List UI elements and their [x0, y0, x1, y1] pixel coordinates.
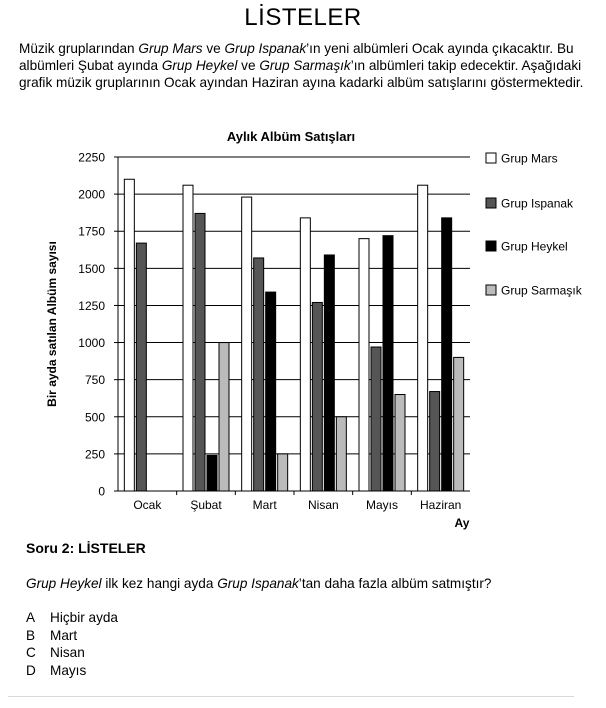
bar-grup-heykel-2	[266, 292, 276, 491]
bottom-divider	[8, 696, 574, 697]
bar-grup-mars-5	[418, 185, 428, 491]
page-title: LİSTELER	[244, 4, 362, 31]
legend-swatch-grup-mars	[486, 153, 496, 163]
y-tick-label: 1500	[78, 261, 105, 276]
question-heading: Soru 2: LİSTELER	[26, 540, 146, 556]
option-label: Hiçbir ayda	[50, 610, 118, 625]
y-tick-label: 0	[98, 484, 105, 499]
x-tick-label: Ocak	[133, 498, 162, 512]
intro-paragraph	[19, 40, 589, 91]
bar-grup-sarmaşık-5	[454, 357, 464, 491]
bar-grup-ispanak-5	[430, 392, 440, 491]
y-tick-label: 1000	[78, 336, 105, 351]
answer-option-a[interactable]	[26, 609, 118, 627]
x-tick-label: Mayıs	[365, 498, 399, 512]
sales-chart	[0, 120, 606, 535]
answer-option-c[interactable]	[26, 644, 118, 662]
legend-swatch-grup-ispanak	[486, 198, 496, 208]
legend-label: Grup Ispanak	[501, 196, 574, 211]
bar-grup-ispanak-4	[371, 347, 381, 491]
bar-grup-mars-1	[183, 185, 193, 491]
legend-swatch-grup-heykel	[486, 241, 496, 251]
bar-grup-sarmaşık-4	[395, 395, 405, 491]
bar-grup-ispanak-0	[136, 243, 146, 491]
bar-grup-heykel-1	[207, 455, 217, 491]
y-tick-label: 2250	[78, 150, 105, 165]
answer-option-d[interactable]	[26, 662, 118, 680]
option-letter: B	[26, 627, 36, 643]
bar-grup-heykel-5	[442, 218, 452, 491]
bar-grup-mars-0	[124, 179, 134, 491]
legend-label: Grup Sarmaşık	[501, 283, 582, 298]
answer-option-b[interactable]	[26, 627, 118, 645]
x-tick-label: Şubat	[190, 498, 222, 512]
bar-grup-heykel-4	[383, 236, 393, 491]
bar-grup-sarmaşık-2	[278, 454, 288, 491]
option-letter: C	[26, 645, 36, 660]
option-label: Nisan	[50, 645, 85, 660]
legend-label: Grup Heykel	[501, 239, 568, 254]
legend-swatch-grup-sarmaşık	[486, 285, 496, 295]
bar-grup-ispanak-1	[195, 213, 205, 491]
answer-options	[26, 609, 118, 679]
question-text: Grup Heykel ilk kez hangi ayda Grup Ispanak’tan daha fazla albüm satmıştır?	[26, 576, 492, 591]
bar-grup-sarmaşık-1	[219, 343, 229, 491]
y-tick-label: 2000	[78, 187, 105, 202]
option-letter: D	[26, 662, 36, 678]
bar-grup-mars-4	[359, 239, 369, 491]
x-tick-label: Mart	[252, 498, 277, 512]
bar-grup-sarmaşık-3	[336, 417, 346, 491]
chart-title: Aylık Albüm Satışları	[226, 129, 356, 144]
intro-text: Müzik gruplarından Grup Mars ve Grup Ispanak’ın yeni albümleri Ocak ayında çıkacaktır. Bu albümleri Şubat ayında Grup Heykel ve Grup Sarmaşık’ın albümleri takip edecektir. Aşağıdaki grafik müzik gruplarının Ocak ayından Haziran ayına kadarki albüm satışlarını göstermektedir.	[19, 41, 584, 90]
bar-grup-ispanak-3	[312, 302, 322, 491]
option-letter: A	[26, 610, 36, 625]
y-axis-label: Bir ayda satılan Albüm sayısı	[45, 241, 59, 407]
option-label: Mart	[50, 627, 78, 643]
bar-grup-mars-3	[300, 218, 310, 491]
option-label: Mayıs	[50, 662, 87, 678]
legend-label: Grup Mars	[501, 151, 558, 166]
y-tick-label: 500	[84, 410, 105, 425]
x-axis-label: Ay	[454, 516, 470, 530]
bar-grup-mars-2	[242, 197, 252, 491]
x-tick-label: Nisan	[307, 498, 339, 512]
y-tick-label: 250	[84, 447, 105, 462]
y-tick-label: 1750	[78, 224, 105, 239]
x-tick-label: Haziran	[419, 498, 462, 512]
y-tick-label: 750	[84, 373, 105, 388]
y-tick-label: 1250	[78, 298, 105, 313]
bar-grup-ispanak-2	[254, 258, 264, 491]
bar-grup-heykel-3	[324, 255, 334, 491]
